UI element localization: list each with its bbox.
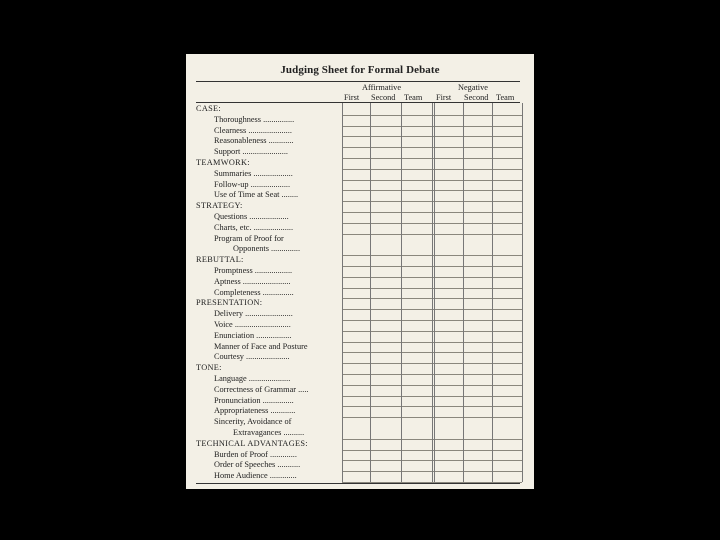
header-rule (196, 102, 520, 103)
neg-col-team: Team (496, 93, 515, 102)
criterion-label: Voice ........................... (214, 320, 291, 329)
aff-col-team: Team (404, 93, 423, 102)
affirmative-header: Affirmative (362, 83, 402, 92)
criterion-label: Language .................... (214, 374, 291, 383)
criterion-label: Sincerity, Avoidance of (214, 417, 292, 427)
score-column-line (432, 103, 433, 482)
category-label: CASE: (196, 104, 222, 113)
neg-col-second: Second (464, 93, 489, 102)
category-label: TEAMWORK: (196, 158, 250, 167)
score-column-line (401, 103, 402, 482)
criterion-label: Charts, etc. ................... (214, 222, 294, 232)
criterion-label: Use of Time at Seat ........ (214, 190, 299, 200)
criterion-label: Manner of Face and Posture (214, 341, 308, 351)
criterion-label: Clearness ..................... (214, 125, 292, 135)
category-label: TECHNICAL ADVANTAGES: (196, 438, 308, 448)
category-label: STRATEGY: (196, 201, 243, 211)
score-column-line (434, 103, 435, 482)
criterion-label: Burden of Proof ............. (214, 449, 297, 459)
criterion-label: Courtesy ..................... (214, 352, 290, 362)
score-column-line (492, 103, 493, 482)
bottom-rule (196, 483, 520, 484)
criterion-label: Home Audience ............. (214, 471, 297, 481)
score-column-line (463, 103, 464, 482)
criterion-label: Aptness ....................... (214, 276, 291, 286)
criterion-label: Order of Speeches ........... (214, 460, 301, 470)
judging-sheet (186, 54, 534, 489)
criterion-label: Support ...................... (214, 147, 288, 157)
category-label: TONE: (196, 363, 222, 373)
criterion-label: Program of Proof for (214, 233, 284, 243)
criterion-label-continued: Extravagances .......... (233, 428, 305, 437)
top-rule (196, 81, 520, 82)
criterion-label: Promptness .................. (214, 266, 293, 275)
score-column-line (370, 103, 371, 482)
neg-col-first: First (436, 93, 452, 102)
score-column-line (342, 103, 343, 482)
criterion-label: Delivery ....................... (214, 309, 293, 319)
criterion-label: Completeness ............... (214, 287, 294, 297)
criterion-label: Correctness of Grammar ..... (214, 384, 309, 394)
criterion-label-continued: Opponents .............. (233, 244, 301, 254)
criterion-label: Questions ................... (214, 212, 289, 221)
category-label: PRESENTATION: (196, 298, 263, 308)
criterion-label: Pronunciation ............... (214, 395, 294, 405)
criterion-label: Summaries ................... (214, 168, 293, 178)
criterion-label: Reasonableness ............ (214, 136, 294, 146)
criterion-label: Appropriateness ............ (214, 406, 296, 416)
criterion-label: Thoroughness ............... (214, 114, 295, 124)
criterion-label: Enunciation ................. (214, 330, 292, 340)
criterion-label: Follow-up ................... (214, 179, 291, 189)
score-column-line (522, 103, 523, 482)
aff-col-first: First (344, 93, 360, 102)
sheet-title: Judging Sheet for Formal Debate (280, 64, 440, 76)
category-label: REBUTTAL: (196, 255, 244, 265)
negative-header: Negative (458, 83, 488, 92)
aff-col-second: Second (371, 93, 396, 102)
